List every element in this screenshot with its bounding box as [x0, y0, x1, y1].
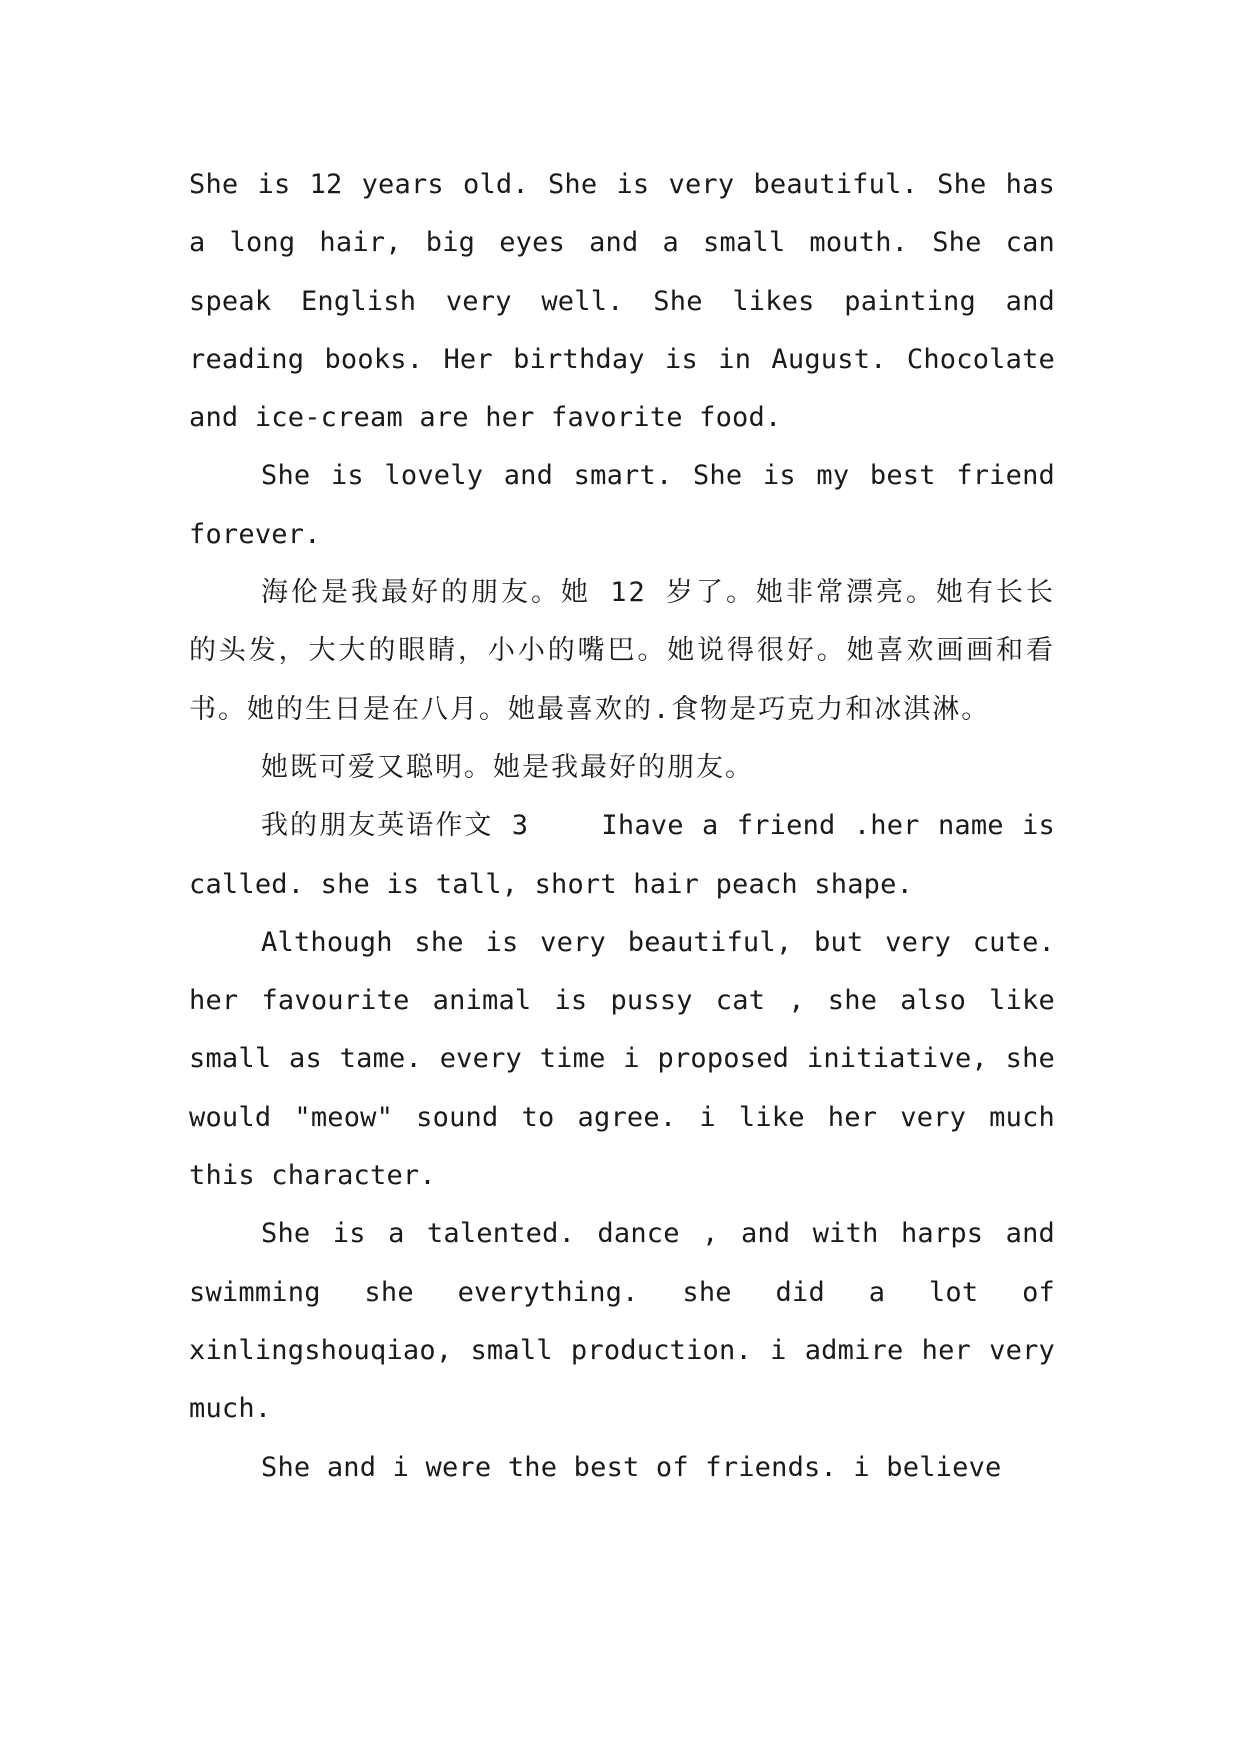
paragraph-conclusion: She is lovely and smart. She is my best friend forever.	[189, 460, 1055, 550]
paragraph-chinese-description: 海伦是我最好的朋友。她 12 岁了。她非常漂亮。她有长长的头发，大大的眼睛，小小的嘴巴。她说得很好。她喜欢画画和看书。她的生日是在八月。她最喜欢的.食物是巧克力和冰淇淋。	[189, 577, 1055, 725]
paragraph-chinese-conclusion: 她既可爱又聪明。她是我最好的朋友。	[261, 751, 754, 783]
document-body	[189, 156, 1072, 1497]
paragraph-description: She is 12 years old. She is very beautiful. She has a long hair, big eyes and a small mouth. She can speak English very well. She likes painting and reading books. Her birthday is in August. Chocolate and ice-cream are her favorite food.	[189, 169, 1055, 434]
paragraph-talents: She is a talented. dance , and with harps and swimming she everything. she did a lot of xinlingshouqiao, small production. i admire her very much.	[189, 1218, 1055, 1425]
paragraph-personality: Although she is very beautiful, but very cute. her favourite animal is pussy cat , she also like small as tame. every time i proposed initiative, she would "meow" sound to agree. i like her very much this character.	[189, 926, 1055, 1192]
paragraph-essay-3-intro: 我的朋友英语作文 3 Ihave a friend .her name is called. she is tall, short hair peach shape.	[189, 810, 1072, 900]
paragraph-friendship: She and i were the best of friends. i believe	[261, 1451, 1002, 1483]
